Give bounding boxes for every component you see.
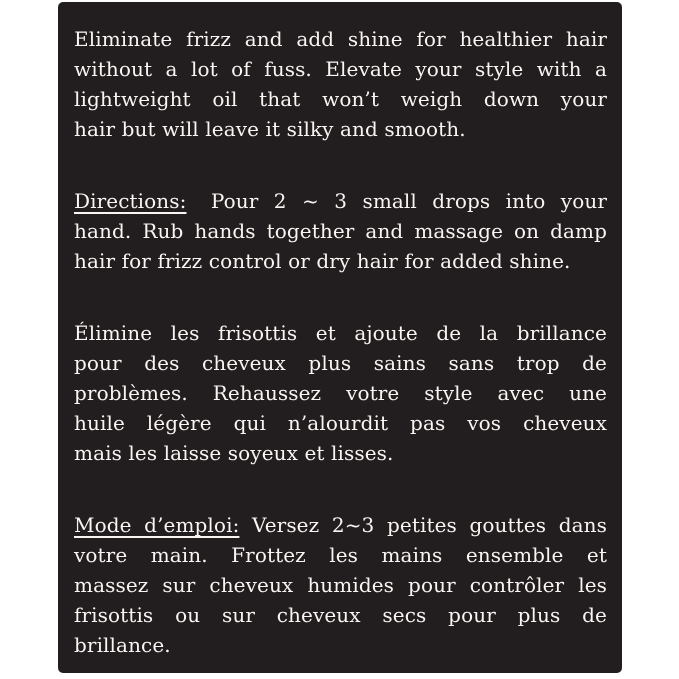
description-fr bbox=[74, 318, 607, 468]
description-fr-line: mais les laisse soyeux et lisses. bbox=[74, 441, 394, 465]
directions-fr-line: brillance. bbox=[74, 633, 171, 657]
directions-fr-line bbox=[74, 510, 607, 540]
directions-en bbox=[74, 186, 607, 276]
directions-en-line: hand. Rub hands together and massage on damp bbox=[74, 219, 607, 243]
directions-en-line bbox=[74, 186, 607, 216]
description-en bbox=[74, 24, 607, 144]
directions-fr-line: massez sur cheveux humides pour contrôler les bbox=[74, 573, 607, 597]
directions-fr bbox=[74, 510, 607, 660]
description-en-line: without a lot of fuss. Elevate your style with a bbox=[74, 57, 607, 81]
description-en-line: Eliminate frizz and add shine for healthier hair bbox=[74, 27, 607, 51]
directions-en-line: hair for frizz control or dry hair for added shine. bbox=[74, 249, 571, 273]
description-en-line: hair but will leave it silky and smooth. bbox=[74, 117, 466, 141]
description-en-line: lightweight oil that won’t weigh down your bbox=[74, 87, 607, 111]
product-label-back-panel bbox=[58, 2, 622, 673]
directions-fr-line1-text: Versez 2~3 petites gouttes dans bbox=[252, 513, 607, 537]
directions-fr-line: votre main. Frottez les mains ensemble et bbox=[74, 543, 607, 567]
description-fr-line: huile légère qui n’alourdit pas vos cheveux bbox=[74, 411, 607, 435]
description-fr-line: Élimine les frisottis et ajoute de la brillance bbox=[74, 321, 607, 345]
description-fr-line: pour des cheveux plus sains sans trop de bbox=[74, 351, 607, 375]
directions-fr-line: frisottis ou sur cheveux secs pour plus de bbox=[74, 603, 607, 627]
directions-fr-heading: Mode d’emploi: bbox=[74, 513, 240, 537]
directions-en-line1-text: Pour 2 ~ 3 small drops into your bbox=[210, 189, 607, 213]
description-fr-line: problèmes. Rehaussez votre style avec une bbox=[74, 381, 607, 405]
directions-en-heading: Directions: bbox=[74, 189, 187, 213]
